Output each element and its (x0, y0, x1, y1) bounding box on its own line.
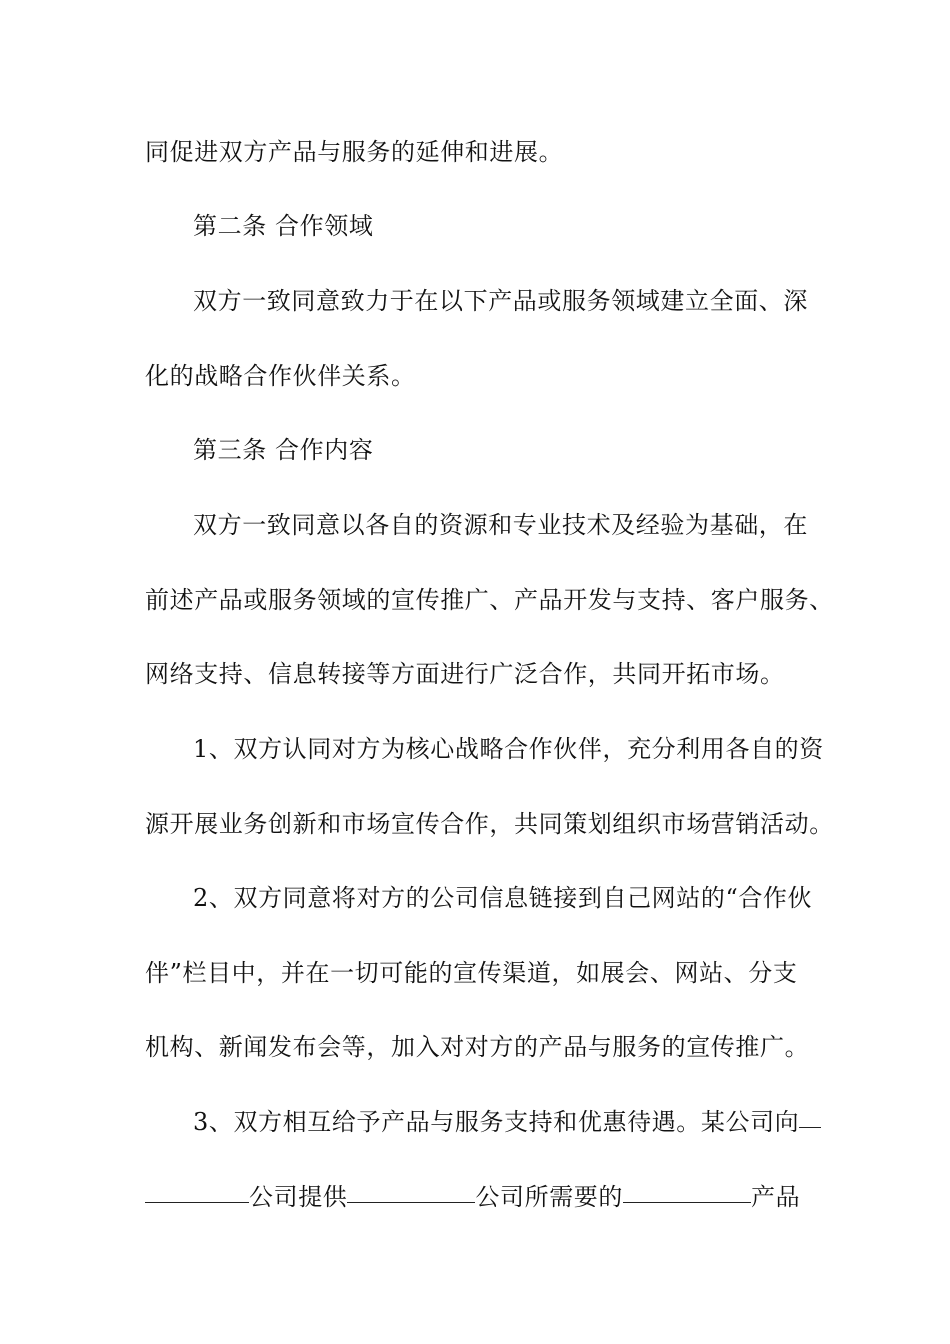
list-item-text: 3、双方相互给予产品与服务支持和优惠待遇。某公司向 (193, 1108, 800, 1136)
paragraph-line: 同促进双方产品与服务的延伸和进展。 (145, 138, 564, 166)
list-item-line: 机构、新闻发布会等，加入对对方的产品与服务的宣传推广。 (145, 1033, 810, 1061)
paragraph-line: 网络支持、信息转接等方面进行广泛合作，共同开拓市场。 (145, 660, 785, 688)
paragraph-line: 双方一致同意以各自的资源和专业技术及经验为基础，在 (193, 511, 808, 539)
inline-text: 公司提供 (249, 1183, 348, 1211)
list-item-line: 伴”栏目中，并在一切可能的宣传渠道，如展会、网站、分支 (145, 959, 798, 987)
list-item-line: 源开展业务创新和市场宣传合作，共同策划组织市场营销活动。 (145, 810, 834, 838)
list-item-line (193, 1107, 821, 1137)
paragraph-line: 双方一致同意致力于在以下产品或服务领域建立全面、深 (193, 287, 808, 315)
section-heading: 第二条 合作领域 (193, 212, 374, 240)
section-heading: 第三条 合作内容 (193, 436, 374, 464)
list-item-line: 1、双方认同对方为核心战略合作伙伴，充分利用各自的资 (193, 735, 824, 763)
inline-text: 产品 (751, 1183, 801, 1211)
paragraph-line: 前述产品或服务领域的宣传推广、产品开发与支持、客户服务、 (145, 586, 834, 614)
inline-text: 公司所需要的 (475, 1183, 624, 1211)
list-item-line: 2、双方同意将对方的公司信息链接到自己网站的“合作伙 (193, 884, 813, 912)
paragraph-line: 化的战略合作伙伴关系。 (145, 362, 416, 390)
fill-in-line (145, 1182, 800, 1212)
